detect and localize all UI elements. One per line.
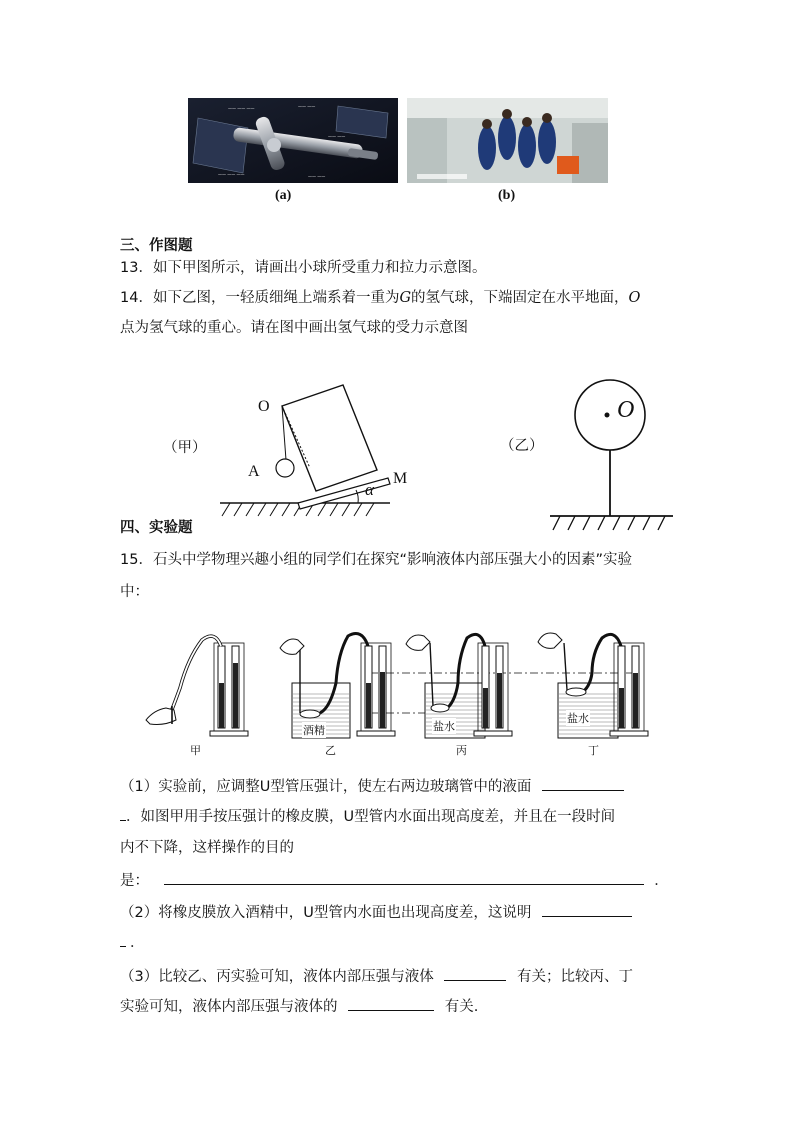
q15-part2-line2 — [120, 932, 145, 953]
label-O-balloon: O — [617, 397, 635, 423]
q15-part3-line1 — [120, 966, 633, 987]
space-station-photo — [188, 98, 398, 183]
label-A: A — [248, 463, 260, 480]
question-15-line1: 15．石头中学物理兴趣小组的同学们在探究“影响液体内部压强大小的因素”实验 — [120, 552, 632, 568]
q15-part3-line2 — [120, 996, 478, 1017]
label-alpha: α — [365, 480, 374, 499]
unit-label-ding: 丁 — [588, 744, 599, 757]
q15-part2-line1 — [120, 902, 632, 923]
q14-text-b: 的氢气球，下端固定在水平地面， — [411, 290, 629, 306]
svg-text:—— ——: —— —— — [308, 174, 326, 179]
q15-part1-line2 — [120, 806, 615, 827]
u-tube-bing — [406, 634, 512, 738]
answer-blank-3[interactable] — [542, 902, 632, 917]
q15-part2-text-a: （2）将橡皮膜放入酒精中，U型管内水面也出现高度差，这说明 — [120, 905, 532, 921]
figure-yi — [545, 375, 675, 535]
unit-label-yi: 乙 — [325, 744, 336, 757]
answer-blank-1[interactable] — [542, 776, 624, 791]
svg-text:—— —— ——: —— —— —— — [218, 172, 245, 177]
q15-part1-line1 — [120, 776, 624, 797]
q14-text-a: 14．如下乙图，一轻质细绳上端系着一重为 — [120, 290, 400, 306]
u-tube-ding — [538, 633, 648, 738]
unit-label-jia: 甲 — [190, 744, 201, 757]
q15-part1-text-a: （1）实验前，应调整U型管压强计，使左右两边玻璃管中的液面 — [120, 779, 532, 795]
liquid-salt-label-bing: 盐水 — [433, 720, 455, 733]
label-M: M — [393, 470, 408, 487]
u-tube-yi — [280, 634, 395, 738]
astronauts-photo — [407, 98, 608, 183]
question-15-line2: 中： — [120, 584, 149, 600]
answer-blank-5[interactable] — [348, 996, 434, 1011]
q15-part1-text-d: 是： — [120, 873, 149, 889]
question-14-line2: 点为氢气球的重心。请在图中画出氢气球的受力示意图 — [120, 320, 468, 336]
label-O: O — [258, 398, 270, 415]
q15-part1-text-b: ．如图甲用手按压强计的橡皮膜，U型管内水面出现高度差，并且在一段时间 — [126, 809, 616, 825]
answer-blank-4[interactable] — [444, 966, 506, 981]
pressure-apparatus-figure — [140, 628, 660, 760]
q15-part3-text-d: 有关. — [444, 999, 479, 1015]
caption-b: (b) — [498, 188, 516, 203]
section3-heading: 三、作图题 — [120, 238, 193, 254]
q14-var-G: G — [399, 290, 412, 306]
answer-blank-3-cont[interactable] — [120, 932, 126, 947]
liquid-salt-label-ding: 盐水 — [567, 712, 589, 725]
q15-part1-end: ． — [654, 873, 669, 889]
q14-var-O: O — [628, 290, 641, 306]
answer-blank-2[interactable] — [164, 870, 644, 885]
figure-yi-label: （乙） — [500, 438, 544, 454]
q15-part3-text-b: 有关；比较丙、丁 — [516, 969, 633, 985]
q15-part3-text-a: （3）比较乙、丙实验可知，液体内部压强与液体 — [120, 969, 434, 985]
unit-label-bing: 丙 — [456, 744, 467, 757]
liquid-alcohol-label: 酒精 — [303, 724, 325, 737]
svg-text:—— —— ——: —— —— —— — [228, 106, 255, 111]
svg-text:—— ——: —— —— — [328, 134, 346, 139]
question-14-line1 — [120, 288, 640, 308]
figure-jia-label: （甲） — [163, 440, 207, 456]
question-13: 13．如下甲图所示，请画出小球所受重力和拉力示意图。 — [120, 260, 487, 276]
q15-part1-line3: 内不下降，这样操作的目的 — [120, 840, 294, 856]
q15-part2-end: ． — [130, 935, 145, 951]
caption-a: (a) — [275, 188, 292, 203]
section4-heading: 四、实验题 — [120, 520, 193, 536]
q15-part3-text-c: 实验可知，液体内部压强与液体的 — [120, 999, 338, 1015]
u-tube-jia — [146, 636, 248, 736]
svg-text:—— ——: —— —— — [298, 104, 316, 109]
q15-part1-line4 — [120, 870, 669, 891]
